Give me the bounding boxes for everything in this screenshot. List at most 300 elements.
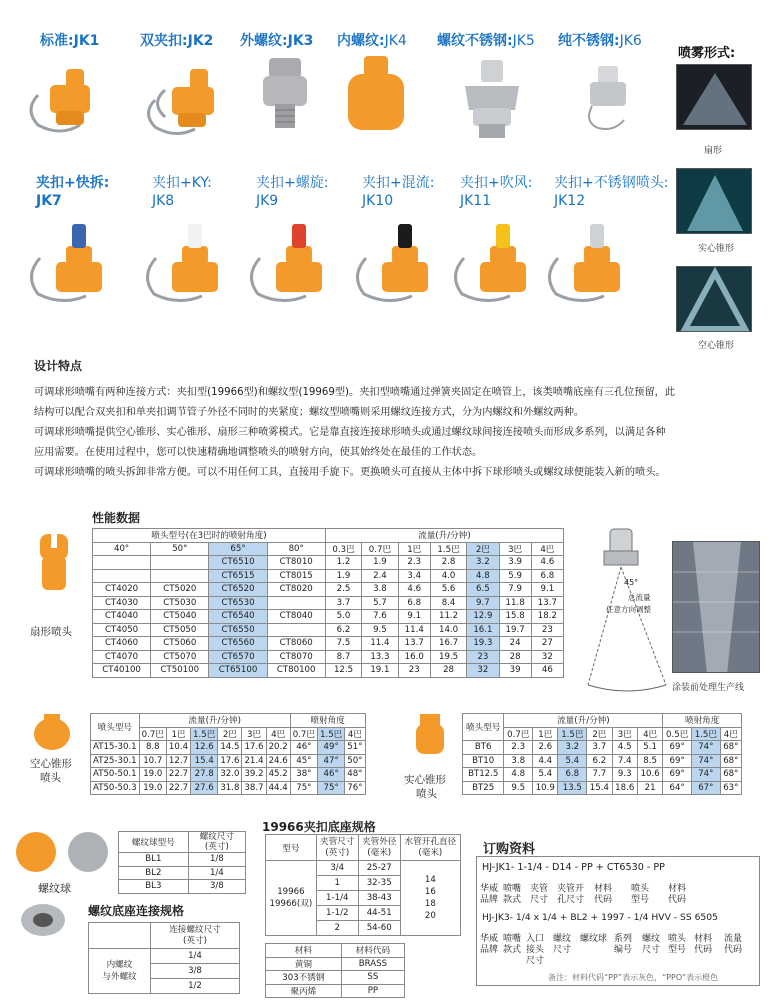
table-cell: 75° (318, 781, 345, 795)
table-cell (93, 556, 151, 570)
table-cell: 24.6 (266, 754, 290, 768)
product-kit-icon (348, 218, 448, 308)
table-cell: 2.3 (398, 556, 430, 570)
product-code: JK1 (73, 33, 100, 49)
table-cell: 11.4 (398, 623, 430, 637)
table-row (266, 835, 461, 861)
table-cell: CT5040 (151, 610, 209, 624)
table-cell: 7.7 (587, 768, 612, 782)
table-cell: 9.1 (531, 583, 563, 597)
product-jk1-image (20, 55, 110, 145)
header-cell: 型号 (266, 835, 317, 861)
table-cell (151, 569, 209, 583)
pressure-header: 1.5巴 (430, 542, 466, 556)
table-cell: 19.1 (362, 664, 398, 678)
table-cell: AT15-30.1 (91, 741, 140, 755)
header-cell: 喷射角度 (290, 714, 365, 728)
table-cell: 16.0 (398, 650, 430, 664)
spray-photo-solid (676, 168, 752, 234)
base19966-table (265, 834, 461, 936)
table-cell: CT6540 (209, 610, 267, 624)
table-cell: 13.5 (558, 781, 587, 795)
product-title-5 (437, 30, 535, 50)
table-cell: 14 16 18 20 (400, 861, 460, 936)
table-cell: 69° (663, 768, 692, 782)
hollow-label-1: 空心锥形 (30, 758, 72, 770)
table-cell: 74° (692, 754, 721, 768)
table-cell: CT6515 (209, 569, 267, 583)
table-row (91, 741, 366, 755)
order-line-2: HJ-JK3- 1/4 x 1/4 + BL2 + 1997 - 1/4 HVV - SS 6505 (482, 912, 718, 923)
header-cell: 喷头型号 (463, 714, 504, 741)
product-kit-line2: JK7 (36, 193, 62, 209)
table-cell: 聚丙烯 (266, 984, 342, 998)
pressure-header: 1.5巴 (558, 727, 587, 741)
table-cell: 10.9 (533, 781, 558, 795)
table-cell: 16.1 (467, 623, 499, 637)
table-cell: 9.5 (362, 623, 398, 637)
order-key-1-7: 材料 代码 (668, 884, 687, 905)
thread-ball-label: 螺纹球 (38, 882, 71, 895)
table-cell: 内螺纹 与外螺纹 (89, 949, 151, 994)
header-cell: 流量(升/分钟) (325, 529, 563, 543)
product-kit-line2: JK11 (460, 193, 492, 209)
product-prefix: 纯不锈钢: (558, 33, 620, 49)
table-cell: 12.5 (325, 664, 361, 678)
table-cell: 47° (318, 754, 345, 768)
table-cell: 9.5 (504, 781, 533, 795)
thread-base-table (88, 922, 240, 994)
table-cell: 6.2 (325, 623, 361, 637)
table-cell: 3/4 (316, 861, 358, 876)
table-cell: 23 (531, 623, 563, 637)
table-cell: 7.9 (499, 583, 531, 597)
table-cell: 68° (720, 768, 741, 782)
hollow-cone-nozzle-image (30, 712, 74, 752)
table-cell: 20.2 (266, 741, 290, 755)
table-cell: 51° (345, 741, 365, 755)
hollow-cone-nozzle-icon (30, 712, 74, 752)
table-cell: 1/2 (150, 979, 239, 994)
table-cell: 15.4 (587, 781, 612, 795)
table-cell: 44-51 (358, 906, 400, 921)
order-line-1: HJ-JK1- 1-1/4 - D14 - PP + CT6530 - PP (482, 862, 665, 873)
product-kit-icon (446, 218, 546, 308)
product-kit-image-6 (540, 218, 640, 308)
table-cell: 19966 19966(双) (266, 861, 317, 936)
table-row (91, 714, 366, 728)
table-cell: 67° (692, 781, 721, 795)
product-kit-title-1 (36, 174, 109, 210)
pressure-header: 4巴 (637, 727, 662, 741)
table-cell: 5.4 (533, 768, 558, 782)
performance-table (92, 528, 564, 678)
pressure-header: 2巴 (218, 727, 242, 741)
table-cell: 5.0 (325, 610, 361, 624)
pressure-header: 4巴 (266, 727, 290, 741)
table-cell: CT4020 (93, 583, 151, 597)
order-key-2-1: 华威 品牌 (480, 934, 499, 955)
table-cell: 3/8 (150, 964, 239, 979)
product-kit-icon (242, 218, 342, 308)
table-cell: CT5070 (151, 650, 209, 664)
thread-base-image (18, 900, 68, 940)
table-cell: 46° (290, 741, 317, 755)
table-cell: 21 (637, 781, 662, 795)
product-kit-line1: 夹扣+不锈钢喷头: (554, 175, 669, 191)
table-cell: 8.4 (430, 596, 466, 610)
product-jk1-icon (20, 55, 110, 145)
table-cell (267, 623, 325, 637)
product-kit-line2: JK9 (256, 193, 279, 209)
product-kit-image-3 (242, 218, 342, 308)
product-code: JK3 (287, 33, 314, 49)
table-row (93, 637, 564, 651)
table-cell: 7.5 (325, 637, 361, 651)
table-cell: 32-35 (358, 876, 400, 891)
pressure-header: 3巴 (612, 727, 637, 741)
table-cell: 12.7 (166, 754, 190, 768)
product-code: JK4 (384, 33, 407, 49)
production-line-caption: 涂装前处理生产线 (672, 683, 745, 693)
table-cell: 48° (345, 768, 365, 782)
table-cell: 38-43 (358, 891, 400, 906)
pressure-header: 2巴 (587, 727, 612, 741)
product-kit-line2: JK12 (554, 193, 586, 209)
table-cell: 74° (692, 768, 721, 782)
product-kit-image-4 (348, 218, 448, 308)
table-cell: 23 (398, 664, 430, 678)
table-row (93, 596, 564, 610)
features-paragraphs (34, 383, 754, 483)
table-cell: AT25-30.1 (91, 754, 140, 768)
table-cell: CT65100 (209, 664, 267, 678)
table-cell: 2.8 (430, 556, 466, 570)
product-title-3 (240, 30, 313, 50)
table-cell: 6.8 (558, 768, 587, 782)
table-cell: 10.7 (139, 754, 166, 768)
table-cell: 24 (499, 637, 531, 651)
table-cell: 69° (663, 741, 692, 755)
production-line-icon (673, 542, 760, 673)
product-title-1 (40, 30, 99, 50)
table-row (93, 610, 564, 624)
angle-header: 65° (209, 542, 267, 556)
table-cell: 9.7 (467, 596, 499, 610)
features-title: 设计特点 (34, 359, 83, 373)
header-cell: 螺纹球型号 (119, 832, 189, 853)
product-kit-line2: JK8 (152, 193, 175, 209)
table-row (93, 569, 564, 583)
pressure-header: 4巴 (531, 542, 563, 556)
product-kit-line1: 夹扣+吹风: (460, 175, 533, 191)
product-kit-image-2 (138, 218, 238, 308)
table-cell: 14.0 (430, 623, 466, 637)
table-cell: 6.8 (398, 596, 430, 610)
order-key-2-5: 螺纹球 (580, 934, 608, 944)
product-kit-line1: 夹扣+混流: (362, 175, 435, 191)
product-kit-line1: 夹扣+螺旋: (256, 175, 329, 191)
features-line-2: 结构可以配合双夹扣和单夹扣调节管子外径不同时的夹紧度；螺纹型喷嘴则采用螺纹连接方式，分为内螺纹和外螺纹两种。 (34, 407, 585, 418)
table-cell: 1.9 (362, 556, 398, 570)
header-cell: 连接螺纹尺寸 (英寸) (150, 923, 239, 949)
table-cell: BL3 (119, 880, 189, 894)
table-cell: CT50100 (151, 664, 209, 678)
table-cell: 46 (531, 664, 563, 678)
table-cell: 8.7 (325, 650, 361, 664)
table-cell: CT8015 (267, 569, 325, 583)
table-cell: CT4050 (93, 623, 151, 637)
table-cell: 45.2 (266, 768, 290, 782)
table-cell: 28 (430, 664, 466, 678)
table-cell: 4.8 (504, 768, 533, 782)
order-key-2-8: 喷头 型号 (668, 934, 687, 955)
header-cell: 水管开孔直径 (毫米) (400, 835, 460, 861)
table-cell: CT80100 (267, 664, 325, 678)
table-cell: 46° (318, 768, 345, 782)
table-cell: 15.4 (191, 754, 218, 768)
table-cell: BT12.5 (463, 768, 504, 782)
product-jk6-icon (580, 62, 640, 142)
product-kit-title-4 (362, 174, 434, 210)
header-cell: 喷射角度 (663, 714, 742, 728)
table-cell: 39.2 (242, 768, 266, 782)
table-cell: 4.6 (531, 556, 563, 570)
table-cell: 5.6 (430, 583, 466, 597)
table-cell: 2 (316, 921, 358, 936)
table-cell: BRASS (341, 957, 404, 971)
table-cell: 12.9 (467, 610, 499, 624)
header-cell: 喷头型号 (91, 714, 140, 741)
product-kit-icon (22, 218, 122, 308)
table-cell: 11.2 (430, 610, 466, 624)
product-title-2 (140, 30, 213, 50)
table-row (463, 781, 742, 795)
table-cell: 16.7 (430, 637, 466, 651)
table-cell: 4.0 (430, 569, 466, 583)
table-row (463, 768, 742, 782)
fan-spray-icon (677, 65, 752, 130)
table-cell: 13.3 (362, 650, 398, 664)
table-cell: 27.6 (191, 781, 218, 795)
header-cell: 材料 (266, 944, 342, 958)
spray-caption-fan: 扇形 (704, 146, 723, 156)
table-cell: 8.5 (637, 754, 662, 768)
product-title-4 (337, 30, 407, 50)
table-cell: 10.6 (637, 768, 662, 782)
angle-header: 80° (267, 542, 325, 556)
table-cell: 3.8 (504, 754, 533, 768)
features-line-5: 可调球形喷嘴的喷头拆卸非常方便。可以不用任何工具，直接用手旋下。更换喷头可直接从主体中拆下球形喷头或螺纹球便能装入新的喷头。 (34, 467, 666, 478)
table-cell: CT8060 (267, 637, 325, 651)
header-cell: 流量(升/分钟) (504, 714, 663, 728)
header-cell: 流量(升/分钟) (139, 714, 290, 728)
table-cell: 2.4 (362, 569, 398, 583)
table-row (266, 861, 461, 876)
table-cell: 25-27 (358, 861, 400, 876)
base19966-title: 19966夹扣底座规格 (262, 820, 376, 834)
table-cell: 63° (720, 781, 741, 795)
table-cell: 3.7 (325, 596, 361, 610)
table-row (91, 754, 366, 768)
table-cell: 1.2 (325, 556, 361, 570)
table-row (93, 650, 564, 664)
table-cell: 4.8 (467, 569, 499, 583)
table-cell: CT4060 (93, 637, 151, 651)
table-cell: 39 (499, 664, 531, 678)
table-row (463, 754, 742, 768)
table-cell: 54-60 (358, 921, 400, 936)
table-cell: 1.9 (325, 569, 361, 583)
table-row (93, 664, 564, 678)
table-cell: 69° (663, 754, 692, 768)
table-cell: AT50-50.1 (91, 768, 140, 782)
spray-photo-fan (676, 64, 752, 130)
table-cell: PP (341, 984, 404, 998)
table-cell: 1-1/2 (316, 906, 358, 921)
product-jk4-icon (340, 50, 410, 140)
table-cell: AT50-50.3 (91, 781, 140, 795)
product-jk5-icon (455, 58, 530, 143)
product-jk4-image (340, 50, 410, 140)
thread-ball-table (118, 831, 246, 894)
table-cell: CT5050 (151, 623, 209, 637)
product-code: JK6 (619, 33, 642, 49)
table-cell: 32.0 (218, 768, 242, 782)
table-cell: BT6 (463, 741, 504, 755)
table-cell: CT5060 (151, 637, 209, 651)
table-row (266, 984, 405, 998)
thread-ball-icon (14, 828, 114, 878)
table-cell (151, 556, 209, 570)
table-cell: 3.9 (499, 556, 531, 570)
performance-title: 性能数据 (92, 511, 141, 525)
order-key-2-6: 系列 编号 (614, 934, 633, 955)
table-cell: 68° (720, 741, 741, 755)
table-cell: 5.9 (499, 569, 531, 583)
solid-cone-nozzle-icon (410, 712, 450, 758)
material-table (265, 943, 405, 998)
product-kit-title-5 (460, 174, 532, 210)
angle-header: 40° (93, 542, 151, 556)
table-cell: 4.6 (398, 583, 430, 597)
solid-label-1: 实心锥形 (404, 774, 446, 786)
order-key-2-9: 材料 代码 (694, 934, 713, 955)
table-cell (93, 569, 151, 583)
table-cell: BT25 (463, 781, 504, 795)
hollow-cone-table (90, 713, 366, 795)
product-prefix: 标准: (40, 33, 74, 49)
table-cell: 4.4 (533, 754, 558, 768)
table-cell: 23 (467, 650, 499, 664)
table-cell: 3.2 (467, 556, 499, 570)
table-cell: 黄铜 (266, 957, 342, 971)
angle-header: 50° (151, 542, 209, 556)
header-cell: 螺纹尺寸 (英寸) (188, 832, 245, 853)
table-cell: 5.4 (558, 754, 587, 768)
order-key-1-1: 华威 品牌 (480, 884, 499, 905)
table-cell: 2.3 (504, 741, 533, 755)
pressure-header: 3巴 (242, 727, 266, 741)
product-prefix: 双夹扣: (140, 33, 188, 49)
production-line-photo (672, 541, 760, 673)
pressure-header: 1巴 (533, 727, 558, 741)
table-cell: 49° (318, 741, 345, 755)
table-row (463, 741, 742, 755)
order-note: 备注：材料代码“PP”表示灰色，“PPO”表示橙色 (548, 973, 719, 982)
solid-cone-table (462, 713, 742, 795)
table-row (463, 714, 742, 728)
product-prefix: 螺纹不锈钢: (437, 33, 513, 49)
table-cell: 7.6 (362, 610, 398, 624)
product-kit-icon (138, 218, 238, 308)
product-kit-image-1 (22, 218, 122, 308)
table-cell: CT6510 (209, 556, 267, 570)
features-line-1: 可调球形喷嘴有两种连接方式：夹扣型(19966型)和螺纹型(19969型)。夹扣型喷嘴通过弹簧夹固定在喷管上，该类喷嘴底座有三孔位预留，此 (34, 387, 676, 398)
table-cell (267, 596, 325, 610)
product-code: JK2 (187, 33, 214, 49)
product-jk3-image (255, 52, 315, 142)
table-cell: 17.6 (218, 754, 242, 768)
table-cell: 21.4 (242, 754, 266, 768)
table-cell: 3.7 (587, 741, 612, 755)
solid-label-2: 喷头 (416, 788, 437, 800)
product-jk6-image (580, 62, 640, 142)
order-key-1-3: 夹管 尺寸 (530, 884, 549, 905)
table-cell: 19.0 (139, 768, 166, 782)
pressure-header: 0.7巴 (362, 542, 398, 556)
table-cell: 38° (290, 768, 317, 782)
table-cell: 64° (663, 781, 692, 795)
table-row (463, 727, 742, 741)
product-kit-image-5 (446, 218, 546, 308)
table-cell: 76° (345, 781, 365, 795)
pressure-header: 4巴 (345, 727, 365, 741)
table-row (93, 623, 564, 637)
solid-cone-nozzle-image (410, 712, 450, 758)
product-jk2-icon (140, 55, 235, 145)
table-cell: 7.4 (612, 754, 637, 768)
table-cell: 15.8 (499, 610, 531, 624)
header-cell (89, 923, 151, 949)
product-kit-line1: 夹扣+KY: (152, 175, 212, 191)
hollow-label-2: 喷头 (40, 772, 61, 784)
product-jk3-icon (255, 52, 315, 142)
table-cell: CT4070 (93, 650, 151, 664)
fan-label: 扇形喷头 (30, 626, 72, 638)
pressure-header: 1巴 (166, 727, 190, 741)
table-row (93, 556, 564, 570)
table-cell: 38.7 (242, 781, 266, 795)
fan-nozzle-icon (34, 530, 74, 600)
diagram-note-1: 总流量 (628, 593, 651, 602)
table-cell: 6.8 (531, 569, 563, 583)
product-kit-icon (540, 218, 640, 308)
spray-caption-solid: 实心锥形 (698, 244, 735, 254)
table-cell: 19.7 (499, 623, 531, 637)
table-cell: CT8020 (267, 583, 325, 597)
table-cell: 18.2 (531, 610, 563, 624)
table-cell: BL1 (119, 853, 189, 867)
product-prefix: 外螺纹: (240, 33, 288, 49)
table-row (93, 583, 564, 597)
table-cell: 3.8 (362, 583, 398, 597)
product-kit-line2: JK10 (362, 193, 394, 209)
table-cell: CT4030 (93, 596, 151, 610)
order-key-2-10: 流量 代码 (724, 934, 743, 955)
table-row (93, 529, 564, 543)
table-cell: 27 (531, 637, 563, 651)
